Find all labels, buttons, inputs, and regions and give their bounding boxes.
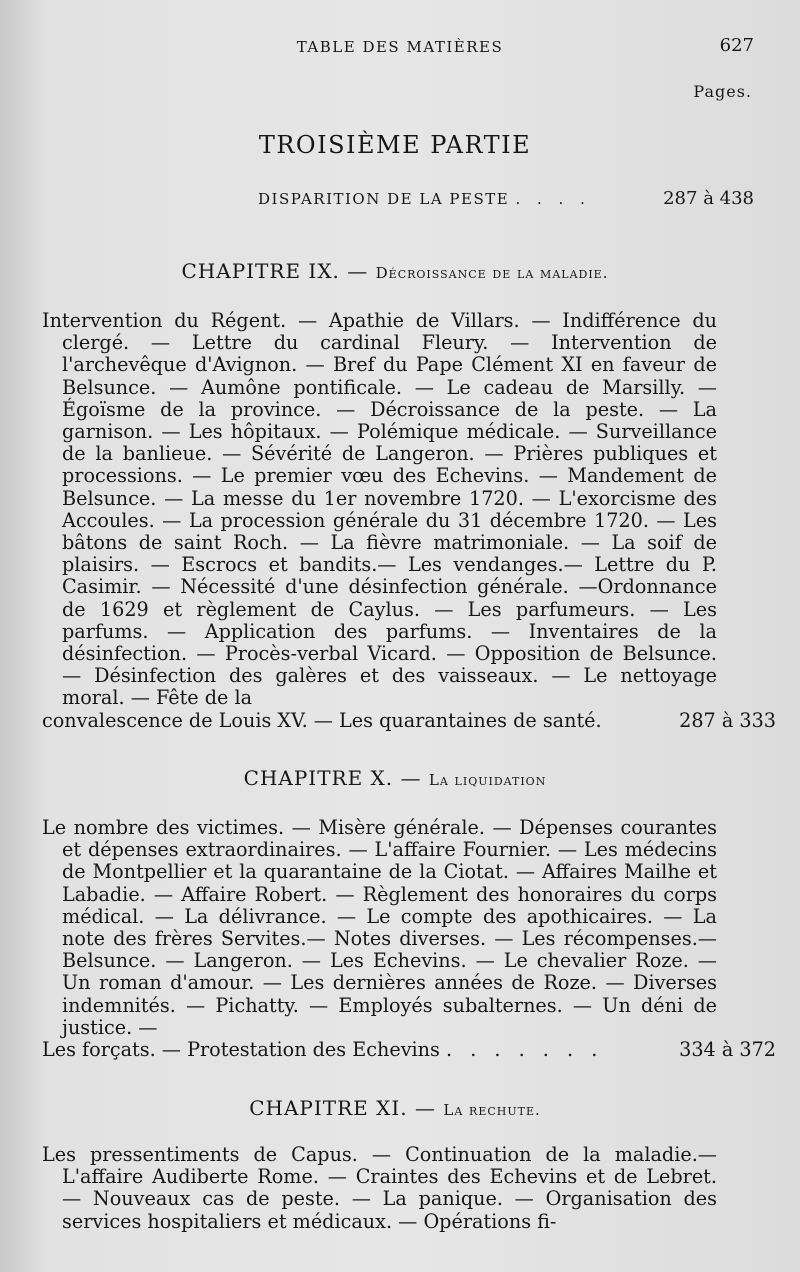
summary-text-end: Les forçats. — Protestation des Echevins bbox=[42, 1038, 440, 1062]
section-leader: . . . . bbox=[515, 190, 591, 208]
pages-column-label: Pages. bbox=[693, 82, 752, 101]
page-number: 627 bbox=[719, 35, 754, 56]
chapter-number: CHAPITRE XI. — bbox=[249, 1096, 436, 1120]
chapter-title: Décroissance de la maladie. bbox=[375, 264, 609, 282]
chapter-summary bbox=[42, 1144, 717, 1233]
running-head: TABLE DES MATIÈRES bbox=[296, 38, 504, 56]
summary-text: Intervention du Régent. — Apathie de Villars. — Indifférence du clergé. — Lettre du cardinal Fleury. — Intervention de l'archevêque d'Avignon. — Bref du Pape Clément XI en faveur de Belsunce. — Aumône pontificale. — Le cadeau de Marsilly. — Égoïsme de la province. — Décroissance de la peste. — La garnison. — Les hôpitaux. — Polémique médicale. — Surveillance de la banlieue. — Sévérité de Langeron. — Prières publiques et processions. — Le premier vœu des Echevins. — Mandement de Belsunce. — La messe du 1er novembre 1720. — L'exorcisme des Accoules. — La procession générale du 31 décembre 1720. — Les bâtons de saint Roch. — La fièvre matrimoniale. — La soif de plaisirs. — Escrocs et bandits.— Les vendanges.— Lettre du P. Casimir. — Nécessité d'une désinfection générale. —Ordonnance de 1629 et règlement de Caylus. — Les parfumeurs. — Les parfums. — Application des parfums. — Inventaires de la désinfection. — Procès-verbal Vicard. — Opposition de Belsunce. — Désinfection des galères et des vaisseaux. — Le nettoyage moral. — Fête de la bbox=[42, 309, 717, 710]
chapter-summary bbox=[42, 309, 776, 732]
summary-last-line bbox=[42, 1038, 776, 1062]
summary-last-line bbox=[42, 708, 776, 732]
chapter-summary bbox=[42, 816, 776, 1062]
chapter-pages: 287 à 333 bbox=[679, 708, 776, 732]
summary-text-end: convalescence de Louis XV. — Les quarantaines de santé. bbox=[42, 708, 602, 732]
summary-text: Le nombre des victimes. — Misère générale. — Dépenses courantes et dépenses extraordinaires. — L'affaire Fournier. — Les médecins de Montpellier et la quarantaine de la Ciotat. — Affaires Mailhe et Labadie. — Affaire Robert. — Règlement des honoraires du corps médical. — La délivrance. — Le compte des apothicaires. — La note des frères Servites.— Notes diverses. — Les récompenses.—Belsunce. — Langeron. — Les Echevins. — Le chevalier Roze. — Un roman d'amour. — Les dernières années de Roze. — Diverses indemnités. — Pichatty. — Employés subalternes. — Un déni de justice. — bbox=[42, 816, 717, 1039]
section-pages: 287 à 438 bbox=[663, 188, 754, 209]
chapter-number: CHAPITRE IX. — bbox=[181, 259, 369, 283]
summary-leader: . . . . . . . bbox=[446, 1038, 604, 1062]
chapter-number: CHAPITRE X. — bbox=[243, 766, 422, 790]
section-title: DISPARITION DE LA PESTE bbox=[258, 190, 510, 208]
chapter-heading bbox=[0, 1096, 790, 1120]
section-entry bbox=[258, 190, 754, 208]
chapter-title: La liquidation bbox=[428, 771, 547, 789]
chapter-title: La rechute. bbox=[443, 1101, 541, 1119]
summary-text: Les pressentiments de Capus. — Continuation de la maladie.— L'affaire Audiberte Rome. — Craintes des Echevins et de Lebret. — Nouveaux cas de peste. — La panique. — Organisation des services hospitaliers et médicaux. — Opérations fi- bbox=[42, 1143, 717, 1233]
chapter-heading bbox=[0, 259, 790, 283]
chapter-heading bbox=[0, 766, 790, 790]
chapter-pages: 334 à 372 bbox=[679, 1038, 776, 1062]
part-title: TROISIÈME PARTIE bbox=[258, 131, 532, 159]
